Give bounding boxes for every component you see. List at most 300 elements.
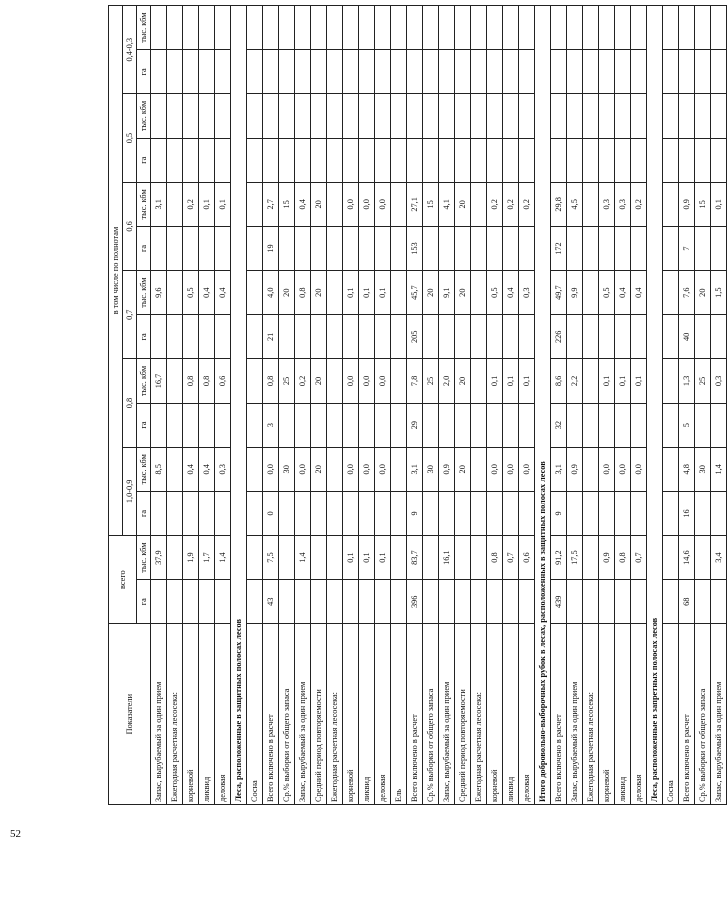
table-cell bbox=[503, 403, 519, 447]
table-cell bbox=[663, 271, 679, 315]
header-density: 0,5 bbox=[123, 94, 137, 182]
table-cell: 4,0 bbox=[263, 271, 279, 315]
table-cell bbox=[215, 403, 231, 447]
table-cell bbox=[295, 50, 311, 94]
table-cell bbox=[423, 50, 439, 94]
table-cell: 2,0 bbox=[439, 359, 455, 403]
table-row bbox=[391, 6, 407, 805]
table-cell bbox=[295, 226, 311, 270]
table-cell: 45,7 bbox=[407, 271, 423, 315]
table-cell bbox=[311, 491, 327, 535]
table-cell bbox=[247, 403, 263, 447]
table-cell: 37,9 bbox=[151, 536, 167, 580]
table-cell bbox=[359, 403, 375, 447]
table-cell: 20 bbox=[455, 359, 471, 403]
table-cell: 0,2 bbox=[295, 359, 311, 403]
table-cell bbox=[583, 271, 599, 315]
table-cell: 0,0 bbox=[263, 447, 279, 491]
table-cell bbox=[711, 226, 727, 270]
table-cell bbox=[583, 315, 599, 359]
table-cell bbox=[311, 315, 327, 359]
table-cell: 0,8 bbox=[199, 359, 215, 403]
table-cell bbox=[679, 94, 695, 138]
table-cell bbox=[567, 491, 583, 535]
table-cell bbox=[151, 580, 167, 624]
table-cell: 0,0 bbox=[375, 182, 391, 226]
table-cell bbox=[583, 138, 599, 182]
table-cell bbox=[471, 50, 487, 94]
table-cell bbox=[471, 403, 487, 447]
table-cell: 25 bbox=[695, 359, 711, 403]
table-cell bbox=[247, 491, 263, 535]
table-cell bbox=[631, 315, 647, 359]
header-unit-ha: га bbox=[137, 403, 151, 447]
table-row bbox=[359, 6, 375, 805]
table-cell: 2,2 bbox=[567, 359, 583, 403]
table-cell: 68 bbox=[679, 580, 695, 624]
table-cell bbox=[551, 138, 567, 182]
table-cell bbox=[151, 491, 167, 535]
table-cell: 1,5 bbox=[711, 271, 727, 315]
table-cell: 1,4 bbox=[711, 447, 727, 491]
row-label: Запас, вырубаемый за один прием bbox=[711, 624, 727, 805]
row-label: Средний период повторяемости bbox=[311, 624, 327, 805]
table-cell bbox=[327, 138, 343, 182]
table-cell bbox=[295, 491, 311, 535]
table-cell: 0,1 bbox=[359, 536, 375, 580]
table-cell bbox=[567, 138, 583, 182]
row-label: ликвид bbox=[503, 624, 519, 805]
table-row bbox=[295, 6, 311, 805]
table-cell bbox=[359, 138, 375, 182]
row-label: Ежегодная расчетная лесосека: bbox=[471, 624, 487, 805]
table-cell: 30 bbox=[279, 447, 295, 491]
table-cell bbox=[551, 50, 567, 94]
table-cell bbox=[151, 315, 167, 359]
table-cell: 1,3 bbox=[679, 359, 695, 403]
table-cell bbox=[279, 315, 295, 359]
table-cell bbox=[327, 536, 343, 580]
table-cell: 0,0 bbox=[375, 447, 391, 491]
table-cell bbox=[599, 6, 615, 50]
table-cell bbox=[391, 50, 407, 94]
table-cell bbox=[151, 6, 167, 50]
row-label: Сосна bbox=[247, 624, 263, 805]
table-cell: 20 bbox=[455, 447, 471, 491]
table-cell bbox=[711, 50, 727, 94]
table-cell: 25 bbox=[423, 359, 439, 403]
table-cell bbox=[567, 315, 583, 359]
table-cell: 0,8 bbox=[183, 359, 199, 403]
table-cell: 15 bbox=[279, 182, 295, 226]
table-cell bbox=[279, 6, 295, 50]
table-cell bbox=[167, 271, 183, 315]
table-row bbox=[215, 6, 231, 805]
table-cell bbox=[151, 138, 167, 182]
table-cell bbox=[199, 6, 215, 50]
table-cell bbox=[215, 50, 231, 94]
table-cell: 4,5 bbox=[567, 182, 583, 226]
table-cell bbox=[311, 6, 327, 50]
header-density: 1,0-0,9 bbox=[123, 447, 137, 535]
table-cell: 7,5 bbox=[263, 536, 279, 580]
table-cell: 0,1 bbox=[615, 359, 631, 403]
table-cell: 20 bbox=[279, 271, 295, 315]
table-cell: 14,6 bbox=[679, 536, 695, 580]
table-row bbox=[711, 6, 727, 805]
table-cell bbox=[279, 94, 295, 138]
table-cell bbox=[695, 138, 711, 182]
table-row bbox=[311, 6, 327, 805]
table-cell bbox=[199, 315, 215, 359]
table-cell bbox=[439, 138, 455, 182]
table-cell bbox=[711, 491, 727, 535]
table-cell: 205 bbox=[407, 315, 423, 359]
table-cell bbox=[503, 226, 519, 270]
table-cell bbox=[391, 6, 407, 50]
table-cell bbox=[247, 138, 263, 182]
table-cell bbox=[679, 6, 695, 50]
table-cell: 3,1 bbox=[151, 182, 167, 226]
table-cell: 0,2 bbox=[487, 182, 503, 226]
table-cell: 1,7 bbox=[199, 536, 215, 580]
table-cell bbox=[151, 50, 167, 94]
row-label: ликвид bbox=[359, 624, 375, 805]
table-cell bbox=[167, 138, 183, 182]
table-cell bbox=[471, 359, 487, 403]
table-cell: 0,9 bbox=[567, 447, 583, 491]
table-cell: 0,1 bbox=[631, 359, 647, 403]
table-cell: 0,1 bbox=[215, 182, 231, 226]
table-cell: 0,9 bbox=[439, 447, 455, 491]
table-cell bbox=[519, 138, 535, 182]
table-cell bbox=[551, 6, 567, 50]
table-cell bbox=[343, 491, 359, 535]
table-cell bbox=[295, 403, 311, 447]
table-cell bbox=[295, 6, 311, 50]
table-row bbox=[695, 6, 711, 805]
table-cell bbox=[471, 6, 487, 50]
table-cell bbox=[711, 403, 727, 447]
table-cell bbox=[695, 50, 711, 94]
table-cell: 9 bbox=[551, 491, 567, 535]
table-cell bbox=[391, 138, 407, 182]
table-cell bbox=[263, 50, 279, 94]
table-cell bbox=[327, 50, 343, 94]
table-cell: 0,1 bbox=[359, 271, 375, 315]
table-row bbox=[503, 6, 519, 805]
table-cell bbox=[311, 94, 327, 138]
row-label: деловая bbox=[215, 624, 231, 805]
table-cell bbox=[151, 226, 167, 270]
table-cell bbox=[375, 6, 391, 50]
table-cell: 20 bbox=[695, 271, 711, 315]
table-cell: 0,1 bbox=[199, 182, 215, 226]
table-cell bbox=[663, 359, 679, 403]
table-cell bbox=[183, 580, 199, 624]
header-unit-volume: тыс. кбм bbox=[137, 6, 151, 50]
table-cell bbox=[167, 94, 183, 138]
table-cell bbox=[151, 94, 167, 138]
table-cell bbox=[247, 447, 263, 491]
table-cell bbox=[631, 94, 647, 138]
table-cell: 0,1 bbox=[599, 359, 615, 403]
table-cell bbox=[247, 580, 263, 624]
table-cell bbox=[583, 359, 599, 403]
table-cell bbox=[311, 580, 327, 624]
table-cell bbox=[503, 315, 519, 359]
table-cell bbox=[455, 491, 471, 535]
table-cell bbox=[423, 580, 439, 624]
table-cell bbox=[631, 138, 647, 182]
table-cell: 3,4 bbox=[711, 536, 727, 580]
table-cell bbox=[583, 226, 599, 270]
table-cell bbox=[663, 138, 679, 182]
table-cell: 20 bbox=[311, 182, 327, 226]
table-cell bbox=[455, 138, 471, 182]
table-cell: 0,3 bbox=[215, 447, 231, 491]
table-cell bbox=[183, 315, 199, 359]
table-cell: 0,5 bbox=[487, 271, 503, 315]
table-cell: 0,0 bbox=[487, 447, 503, 491]
table-cell bbox=[519, 94, 535, 138]
table-cell bbox=[519, 315, 535, 359]
row-label: Ежегодная расчетная лесосека: bbox=[583, 624, 599, 805]
table-cell bbox=[375, 580, 391, 624]
table-cell bbox=[327, 94, 343, 138]
table-cell bbox=[343, 226, 359, 270]
header-unit-volume: тыс. кбм bbox=[137, 182, 151, 226]
table-cell bbox=[487, 138, 503, 182]
row-label: корневой bbox=[599, 624, 615, 805]
table-row bbox=[407, 6, 423, 805]
table-cell bbox=[279, 50, 295, 94]
table-cell: 17,5 bbox=[567, 536, 583, 580]
table-cell bbox=[327, 182, 343, 226]
table-cell bbox=[343, 580, 359, 624]
table-cell bbox=[311, 138, 327, 182]
row-label: Ежегодная расчетная лесосека: bbox=[327, 624, 343, 805]
table-cell: 0,8 bbox=[487, 536, 503, 580]
table-cell bbox=[503, 6, 519, 50]
table-cell bbox=[471, 138, 487, 182]
table-cell bbox=[279, 536, 295, 580]
table-row bbox=[615, 6, 631, 805]
table-cell bbox=[551, 94, 567, 138]
table-cell bbox=[279, 580, 295, 624]
table-cell: 7,6 bbox=[679, 271, 695, 315]
table-cell bbox=[439, 403, 455, 447]
table-cell bbox=[327, 359, 343, 403]
section-title: Леса, расположенные в запретных полосах лесов bbox=[647, 6, 663, 805]
table-cell: 83,7 bbox=[407, 536, 423, 580]
table-cell bbox=[423, 94, 439, 138]
table-cell: 0,7 bbox=[631, 536, 647, 580]
table-cell: 0,4 bbox=[503, 271, 519, 315]
table-cell: 0,1 bbox=[375, 271, 391, 315]
table-cell: 16,7 bbox=[151, 359, 167, 403]
header-unit-ha: га bbox=[137, 491, 151, 535]
table-cell: 0,6 bbox=[215, 359, 231, 403]
table-cell bbox=[423, 6, 439, 50]
table-cell bbox=[711, 94, 727, 138]
table-row bbox=[599, 6, 615, 805]
table-cell bbox=[343, 403, 359, 447]
table-cell bbox=[663, 580, 679, 624]
table-cell bbox=[375, 226, 391, 270]
header-density: 0,6 bbox=[123, 182, 137, 270]
table-cell bbox=[583, 50, 599, 94]
table-cell bbox=[343, 6, 359, 50]
table-cell bbox=[359, 580, 375, 624]
table-cell: 3 bbox=[263, 403, 279, 447]
table-cell bbox=[487, 403, 503, 447]
row-label: деловая bbox=[631, 624, 647, 805]
table-cell bbox=[359, 50, 375, 94]
header-unit-volume: тыс. кбм bbox=[137, 271, 151, 315]
table-cell: 9,9 bbox=[567, 271, 583, 315]
table-cell bbox=[503, 138, 519, 182]
row-label: Ср.% выборки от общего запаса bbox=[695, 624, 711, 805]
table-row bbox=[247, 6, 263, 805]
table-cell: 0,1 bbox=[343, 536, 359, 580]
table-cell bbox=[695, 580, 711, 624]
table-cell bbox=[695, 94, 711, 138]
table-cell bbox=[663, 50, 679, 94]
table-cell bbox=[375, 315, 391, 359]
table-row bbox=[583, 6, 599, 805]
row-label: Ср.% выборки от общего запаса bbox=[279, 624, 295, 805]
row-label: Ель bbox=[391, 624, 407, 805]
header-unit-ha: га bbox=[137, 580, 151, 624]
table-row bbox=[471, 6, 487, 805]
table-cell bbox=[711, 580, 727, 624]
table-cell bbox=[167, 50, 183, 94]
header-unit-ha: га bbox=[137, 50, 151, 94]
header-unit-volume: тыс. кбм bbox=[137, 536, 151, 580]
table-cell bbox=[391, 94, 407, 138]
table-row bbox=[199, 6, 215, 805]
table-cell bbox=[167, 491, 183, 535]
table-cell bbox=[215, 94, 231, 138]
table-cell: 8,5 bbox=[151, 447, 167, 491]
table-cell bbox=[663, 315, 679, 359]
table-cell bbox=[615, 94, 631, 138]
table-cell: 0,0 bbox=[375, 359, 391, 403]
row-label: деловая bbox=[519, 624, 535, 805]
table-cell bbox=[663, 94, 679, 138]
row-label: Всего включено в расчет bbox=[263, 624, 279, 805]
table-cell: 4,1 bbox=[439, 182, 455, 226]
table-cell bbox=[407, 138, 423, 182]
table-cell bbox=[679, 50, 695, 94]
table-cell bbox=[439, 226, 455, 270]
table-cell bbox=[567, 50, 583, 94]
table-cell bbox=[567, 403, 583, 447]
table-cell bbox=[311, 226, 327, 270]
section-title: Леса, расположенные в защитных полосах лесов bbox=[231, 6, 247, 805]
table-cell bbox=[455, 403, 471, 447]
table-cell bbox=[183, 403, 199, 447]
table-cell: 0,0 bbox=[343, 182, 359, 226]
table-cell: 0,4 bbox=[295, 182, 311, 226]
header-unit-ha: га bbox=[137, 138, 151, 182]
table-cell bbox=[711, 138, 727, 182]
table-cell: 15 bbox=[695, 182, 711, 226]
table-cell bbox=[247, 226, 263, 270]
table-cell: 0,0 bbox=[359, 359, 375, 403]
table-cell bbox=[519, 580, 535, 624]
table-cell: 49,7 bbox=[551, 271, 567, 315]
table-cell: 172 bbox=[551, 226, 567, 270]
row-label: Запас, вырубаемый за один прием bbox=[439, 624, 455, 805]
table-cell bbox=[359, 315, 375, 359]
table-cell bbox=[439, 6, 455, 50]
table-cell: 32 bbox=[551, 403, 567, 447]
table-cell bbox=[167, 359, 183, 403]
table-cell: 9 bbox=[407, 491, 423, 535]
table-cell: 2,7 bbox=[263, 182, 279, 226]
table-cell bbox=[391, 315, 407, 359]
table-cell: 0,0 bbox=[359, 182, 375, 226]
table-cell: 9,6 bbox=[151, 271, 167, 315]
table-cell bbox=[455, 536, 471, 580]
table-cell: 0,0 bbox=[503, 447, 519, 491]
row-label: Запас, вырубаемый за один прием bbox=[295, 624, 311, 805]
table-cell bbox=[663, 447, 679, 491]
table-cell bbox=[295, 138, 311, 182]
table-cell: 5 bbox=[679, 403, 695, 447]
table-cell bbox=[423, 491, 439, 535]
row-label: Запас, вырубаемый за один прием bbox=[151, 624, 167, 805]
table-row bbox=[151, 6, 167, 805]
table-row bbox=[631, 6, 647, 805]
table-cell bbox=[583, 182, 599, 226]
table-cell bbox=[247, 315, 263, 359]
table-cell: 0,2 bbox=[631, 182, 647, 226]
table-cell: 1,9 bbox=[183, 536, 199, 580]
table-cell: 16,1 bbox=[439, 536, 455, 580]
table-cell bbox=[423, 226, 439, 270]
table-row bbox=[423, 6, 439, 805]
table-cell: 20 bbox=[311, 271, 327, 315]
table-cell bbox=[615, 315, 631, 359]
table-cell bbox=[487, 6, 503, 50]
row-label: Всего включено в расчет bbox=[407, 624, 423, 805]
table-cell bbox=[663, 491, 679, 535]
table-cell bbox=[599, 403, 615, 447]
table-cell bbox=[615, 138, 631, 182]
table-cell: 21 bbox=[263, 315, 279, 359]
table-cell bbox=[711, 315, 727, 359]
table-cell bbox=[695, 226, 711, 270]
table-cell: 0,1 bbox=[487, 359, 503, 403]
header-including: в том числе по полнотам bbox=[109, 6, 123, 536]
table-cell bbox=[343, 138, 359, 182]
table-cell bbox=[279, 491, 295, 535]
table-cell: 0,4 bbox=[215, 271, 231, 315]
table-cell bbox=[167, 447, 183, 491]
row-label: деловая bbox=[375, 624, 391, 805]
table-cell bbox=[391, 182, 407, 226]
table-row bbox=[455, 6, 471, 805]
table-cell bbox=[183, 6, 199, 50]
table-cell: 0,1 bbox=[503, 359, 519, 403]
table-cell bbox=[471, 226, 487, 270]
table-cell bbox=[151, 403, 167, 447]
table-cell: 1,4 bbox=[295, 536, 311, 580]
table-cell bbox=[471, 447, 487, 491]
